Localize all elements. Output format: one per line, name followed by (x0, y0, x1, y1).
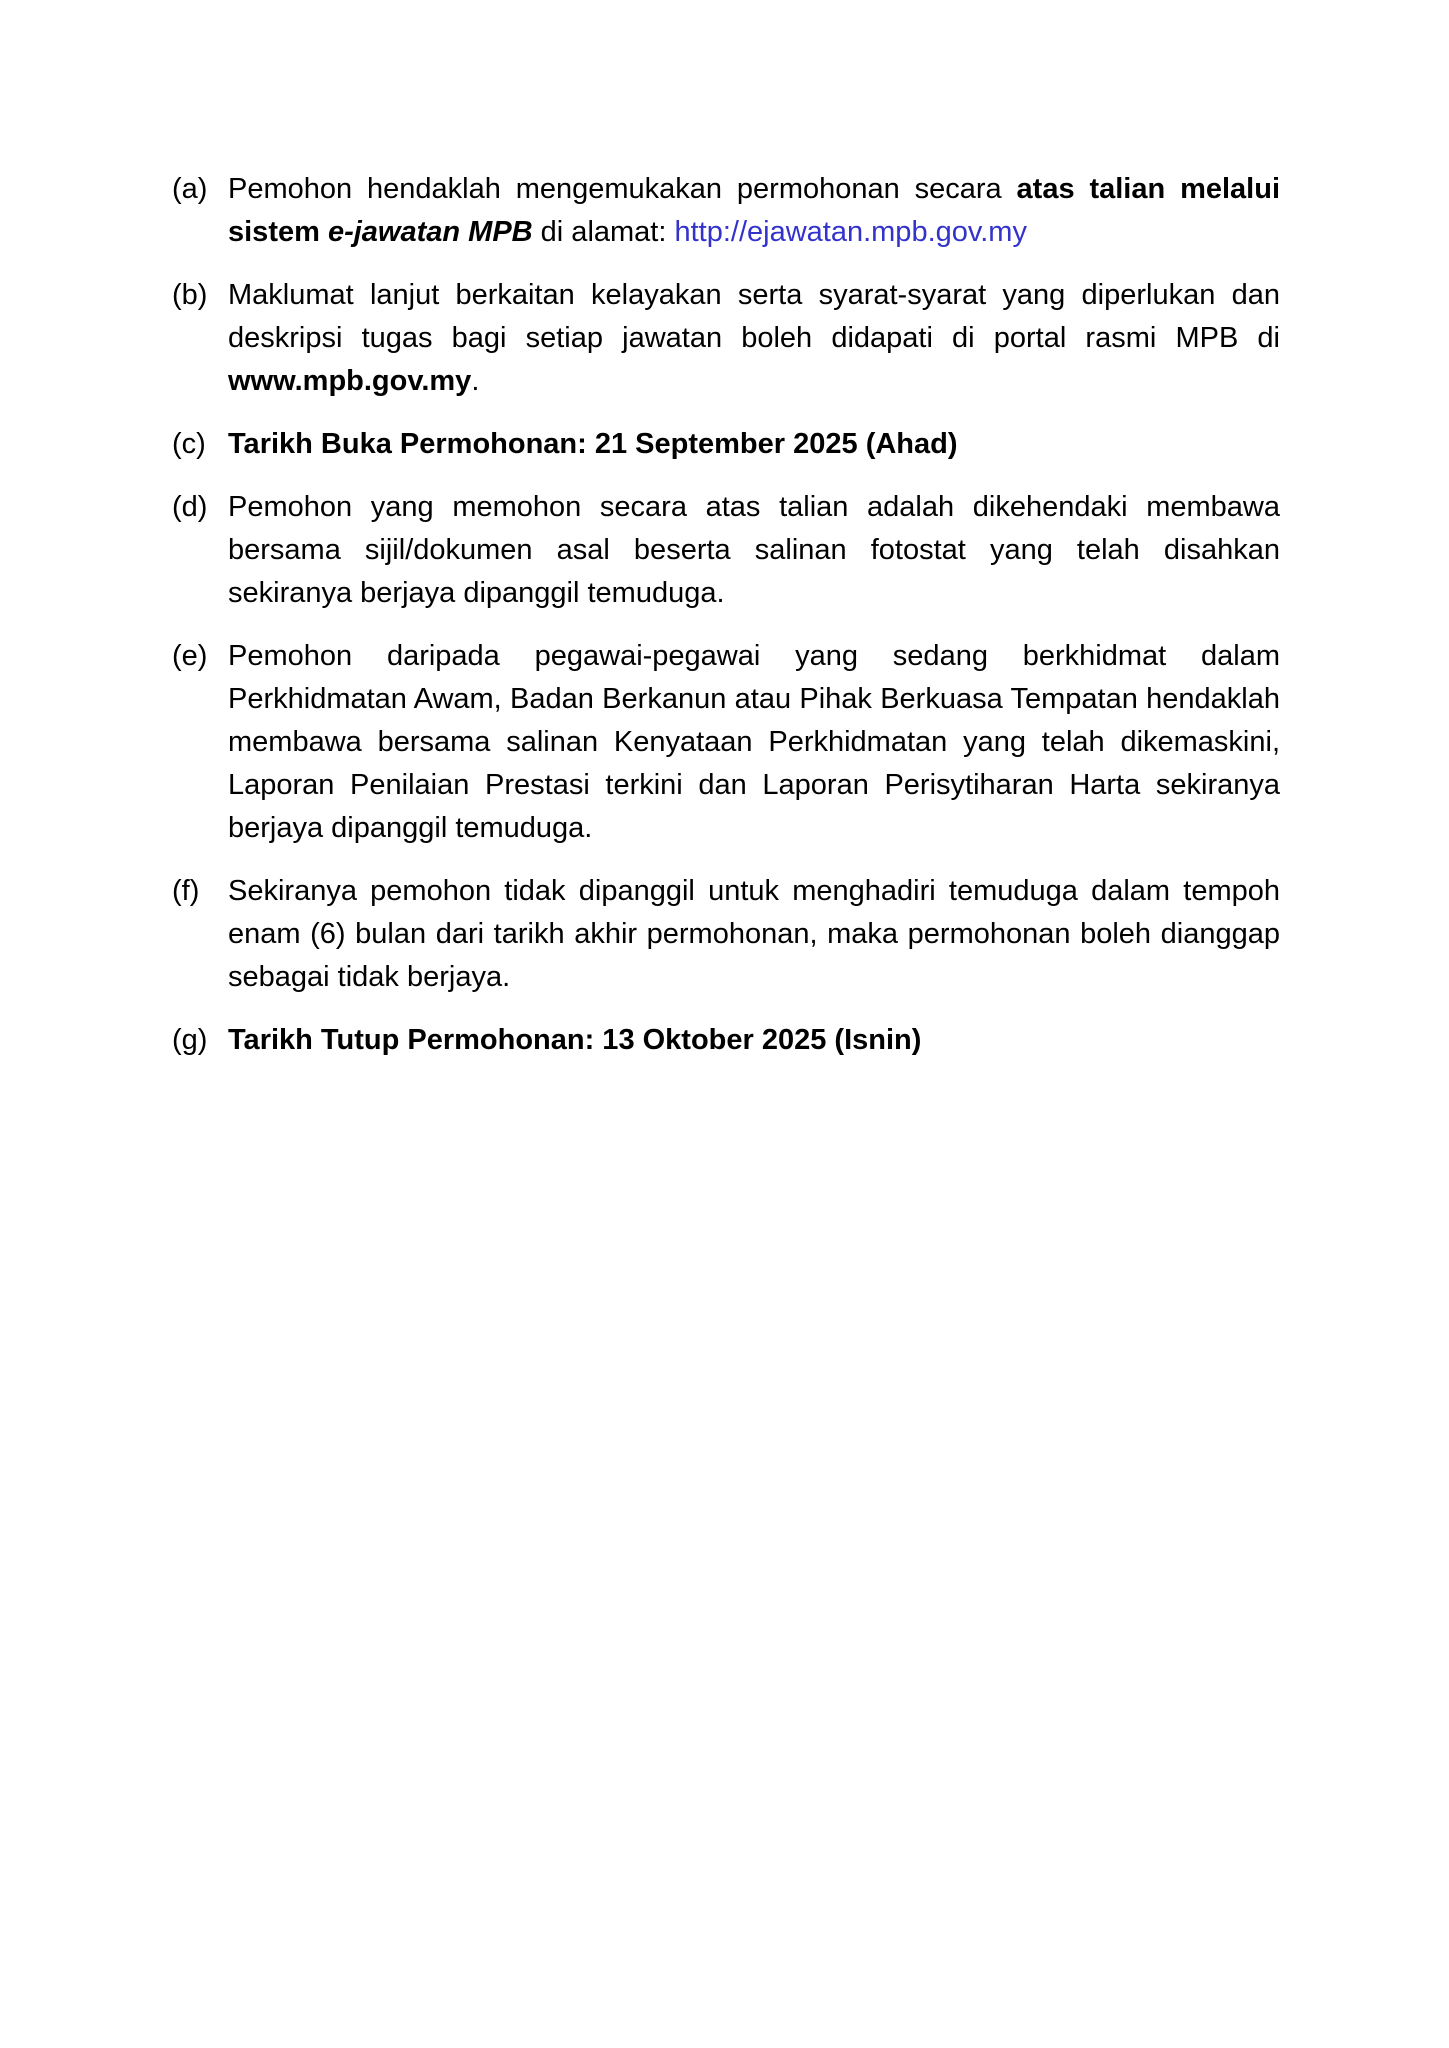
list-item-label: (e) (172, 640, 208, 672)
list-item-label: (a) (172, 173, 208, 205)
text-segment: Pemohon yang memohon secara atas talian adalah dikehendaki membawa bersama sijil/dokumen asal beserta salinan fotostat yang telah disahkan sekiranya berjaya dipanggil temuduga. (228, 491, 1280, 609)
text-segment: Tarikh Buka Permohonan: 21 September 2025 (Ahad) (228, 428, 958, 460)
list-item (172, 168, 1280, 254)
list-item-text (228, 168, 1280, 254)
list-item-label: (d) (172, 491, 208, 523)
text-segment: Pemohon hendaklah mengemukakan permohonan secara (228, 173, 1017, 205)
list-item (172, 870, 1280, 999)
text-segment: . (471, 365, 480, 397)
text-segment: di alamat: (532, 216, 675, 248)
list-item-text (228, 486, 1280, 615)
list-item-label: (g) (172, 1024, 208, 1056)
text-segment: Tarikh Tutup Permohonan: 13 Oktober 2025 (Isnin) (228, 1024, 922, 1056)
text-segment: Maklumat lanjut berkaitan kelayakan serta syarat-syarat yang diperlukan dan deskripsi tugas bagi setiap jawatan boleh didapati di portal rasmi MPB di (228, 279, 1280, 354)
list-item-text (228, 870, 1280, 999)
list-item (172, 423, 1280, 466)
list-item-label: (b) (172, 279, 208, 311)
text-segment: e-jawatan MPB (327, 216, 533, 248)
list-item (172, 1019, 1280, 1062)
list-item-label: (c) (172, 428, 206, 460)
text-segment: Sekiranya pemohon tidak dipanggil untuk menghadiri temuduga dalam tempoh enam (6) bulan dari tarikh akhir permohonan, maka permohonan boleh dianggap sebagai tidak berjaya. (228, 875, 1280, 993)
list-item (172, 274, 1280, 403)
list-item-text (228, 274, 1280, 403)
ejawatan-link[interactable]: http://ejawatan.mpb.gov.my (674, 216, 1027, 248)
text-segment: www.mpb.gov.my (228, 365, 472, 397)
text-segment: atas talian melalui sistem (228, 173, 1280, 248)
list-item-text (228, 1019, 1280, 1062)
list-item-text (228, 423, 1280, 466)
list-item (172, 486, 1280, 615)
list-item (172, 635, 1280, 850)
text-segment: Pemohon daripada pegawai-pegawai yang sedang berkhidmat dalam Perkhidmatan Awam, Badan Berkanun atau Pihak Berkuasa Tempatan hendaklah membawa bersama salinan Kenyataan Perkhidmatan yang telah dikemaskini, Laporan Penilaian Prestasi terkini dan Laporan Perisytiharan Harta sekiranya berjaya dipanggil temuduga. (228, 640, 1280, 844)
item-list (172, 168, 1280, 1062)
list-item-label: (f) (172, 875, 200, 907)
list-item-text (228, 635, 1280, 850)
